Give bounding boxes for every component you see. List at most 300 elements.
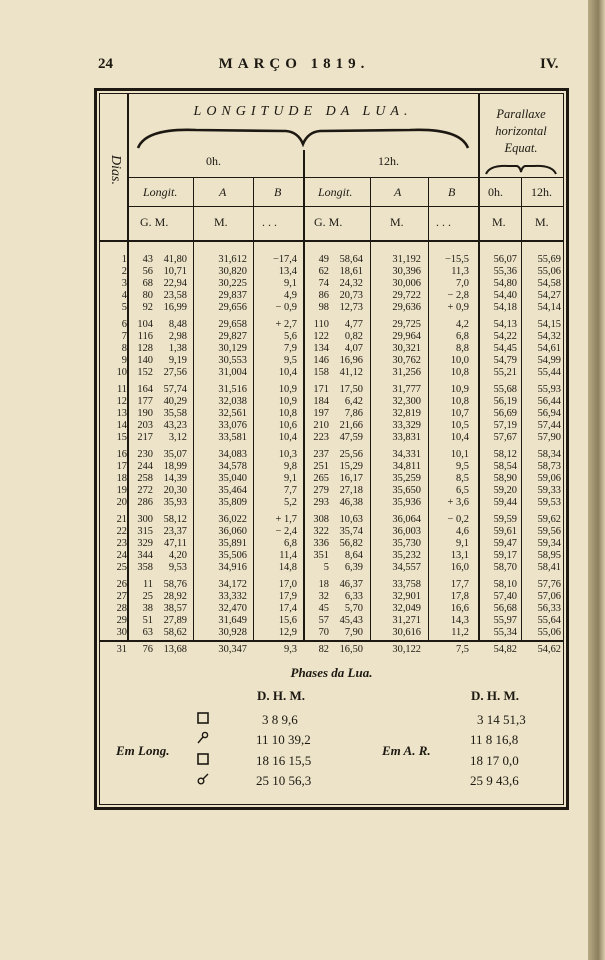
table-row: [99, 603, 564, 614]
cell-longit0-deg: 140: [137, 354, 153, 366]
cell-b12: 7,5: [456, 644, 469, 655]
cell-b0: 9,8: [284, 460, 297, 472]
cell-longit0-deg: 56: [142, 265, 153, 277]
cell-longit12-min: 20,73: [339, 289, 363, 301]
rule-under-subheaders: [129, 206, 564, 207]
phases-title: Phases da Lua.: [290, 665, 373, 680]
cell-day: 14: [116, 419, 127, 431]
cell-b0: 10,6: [278, 419, 297, 431]
parallaxe-line-1: Parallaxe: [496, 107, 546, 121]
cell-longit0-deg: 272: [137, 484, 153, 496]
cell-b0: 17,0: [278, 579, 297, 590]
cell-longit12-deg: 70: [318, 626, 329, 638]
phase-ar-4: 25 9 43,6: [470, 773, 519, 788]
cell-a0: 31,004: [218, 366, 247, 378]
cell-par0: 56,07: [493, 254, 517, 265]
cell-longit0-deg: 258: [137, 472, 153, 484]
cell-a12: 34,331: [392, 449, 421, 460]
cell-par12: 59,34: [537, 537, 561, 549]
cell-day: 20: [116, 496, 127, 508]
cell-day: 7: [121, 330, 127, 342]
cell-a12: 30,006: [392, 277, 421, 289]
cell-a12: 31,777: [392, 384, 421, 395]
phase-ar-2: 11 8 16,8: [470, 732, 519, 747]
cell-longit12-deg: 293: [313, 496, 329, 508]
subheader-a-12: A: [394, 185, 402, 199]
unit-m-a12: M.: [390, 215, 404, 229]
cell-par12: 54,99: [537, 354, 561, 366]
cell-a0: 35,040: [218, 472, 247, 484]
hours-12-label: 12h.: [378, 154, 399, 168]
cell-par12: 58,34: [537, 449, 561, 460]
first-quarter-icon: [196, 711, 210, 725]
page-title: MARÇO 1819.: [218, 56, 370, 72]
cell-a0: 35,464: [218, 484, 247, 496]
cell-a0: 36,060: [218, 525, 247, 537]
cell-longit12-deg: 62: [318, 265, 329, 277]
cell-day: 29: [116, 614, 127, 626]
cell-par12: 54,62: [537, 644, 561, 655]
cell-longit12-deg: 265: [313, 472, 329, 484]
cell-longit0-min: 9,19: [168, 354, 187, 366]
table-row: [99, 319, 564, 330]
cell-b0: 6,8: [284, 537, 297, 549]
cell-day: 10: [116, 366, 127, 378]
cell-b12: 10,5: [450, 419, 469, 431]
cell-day: 24: [116, 549, 127, 561]
phase-long-2: 11 10 39,2: [256, 732, 311, 747]
cell-par0: 54,80: [493, 277, 517, 289]
table-row: [99, 579, 564, 590]
cell-longit12-deg: 110: [313, 319, 329, 330]
cell-day: 5: [121, 301, 127, 313]
cell-longit12-deg: 210: [313, 419, 329, 431]
phase-long-3: 18 16 15,5: [256, 753, 312, 768]
cell-b12: 8,5: [456, 472, 469, 484]
cell-par0: 58,54: [493, 460, 517, 472]
table-row: [99, 355, 564, 366]
table-row: [99, 497, 564, 508]
phase-ar-1: 3 14 51,3: [477, 712, 526, 727]
table-row: [99, 290, 564, 301]
cell-longit0-min: 35,07: [163, 449, 187, 460]
cell-b0: 9,3: [284, 644, 297, 655]
cell-longit12-deg: 32: [318, 590, 329, 602]
cell-par0: 58,12: [493, 449, 517, 460]
unit-gm-0: G. M.: [140, 215, 169, 229]
cell-longit12-min: 21,66: [339, 419, 363, 431]
cell-par12: 55,69: [537, 254, 561, 265]
cell-b12: 6,5: [456, 484, 469, 496]
cell-longit0-deg: 190: [137, 407, 153, 419]
cell-b0: 10,3: [278, 449, 297, 460]
cell-a12: 32,819: [392, 407, 421, 419]
cell-a12: 33,758: [392, 579, 421, 590]
cell-longit12-deg: 223: [313, 431, 329, 443]
cell-par0: 57,40: [493, 590, 517, 602]
cell-longit12-deg: 322: [313, 525, 329, 537]
cell-par12: 55,44: [537, 366, 561, 378]
cell-longit0-deg: 217: [137, 431, 153, 443]
brace-ornament: [136, 124, 470, 152]
cell-a0: 34,172: [218, 579, 247, 590]
cell-par12: 56,33: [537, 602, 561, 614]
cell-b0: + 2,7: [275, 319, 297, 330]
cell-a0: 35,809: [218, 496, 247, 508]
parallaxe-line-3: Equat.: [504, 141, 538, 155]
table-row: [99, 331, 564, 342]
cell-a12: 29,722: [392, 289, 421, 301]
cell-longit0-min: 35,58: [163, 407, 187, 419]
cell-par12: 59,62: [537, 514, 561, 525]
subheader-a-0: A: [219, 185, 227, 199]
cell-a0: 30,553: [218, 354, 247, 366]
cell-par12: 55,06: [537, 265, 561, 277]
cell-a12: 36,003: [392, 525, 421, 537]
cell-b12: 6,8: [456, 330, 469, 342]
cell-par0: 57,19: [493, 419, 517, 431]
subheader-b-0: B: [274, 185, 282, 199]
cell-par12: 58,41: [537, 561, 561, 573]
cell-a0: 34,916: [218, 561, 247, 573]
cell-longit12-min: 16,96: [339, 354, 363, 366]
cell-b0: 10,4: [278, 431, 297, 443]
cell-par12: 54,58: [537, 277, 561, 289]
cell-b0: 12,9: [278, 626, 297, 638]
cell-longit0-deg: 286: [137, 496, 153, 508]
cell-par0: 59,17: [493, 549, 517, 561]
table-row: [99, 485, 564, 496]
cell-b0: 7,7: [284, 484, 297, 496]
cell-longit0-deg: 116: [137, 330, 153, 342]
cell-longit0-min: 13,68: [163, 644, 187, 655]
cell-b0: 9,1: [284, 277, 297, 289]
cell-longit0-deg: 244: [137, 460, 153, 472]
table-row: [99, 432, 564, 443]
cell-day: 4: [121, 289, 127, 301]
cell-longit0-deg: 68: [142, 277, 153, 289]
cell-b12: 10,0: [450, 354, 469, 366]
cell-longit12-deg: 279: [313, 484, 329, 496]
cell-par0: 54,79: [493, 354, 517, 366]
cell-longit0-deg: 344: [137, 549, 153, 561]
unit-m-a0: M.: [214, 215, 228, 229]
cell-longit12-min: 27,18: [339, 484, 363, 496]
unit-m-par0: M.: [492, 215, 506, 229]
cell-longit12-min: 6,39: [344, 561, 363, 573]
table-row: [99, 644, 564, 655]
cell-longit12-deg: 158: [313, 366, 329, 378]
cell-a12: 32,901: [392, 590, 421, 602]
cell-par12: 54,61: [537, 342, 561, 354]
cell-a12: 30,762: [392, 354, 421, 366]
phase-long-4: 25 10 56,3: [256, 773, 312, 788]
cell-a0: 34,578: [218, 460, 247, 472]
cell-longit0-min: 43,23: [163, 419, 187, 431]
cell-par0: 59,47: [493, 537, 517, 549]
cell-a0: 33,076: [218, 419, 247, 431]
cell-longit12-deg: 74: [318, 277, 329, 289]
cell-a0: 29,658: [218, 319, 247, 330]
cell-b12: + 3,6: [447, 496, 469, 508]
cell-b0: 17,9: [278, 590, 297, 602]
table-row: [99, 473, 564, 484]
cell-par12: 57,76: [537, 579, 561, 590]
cell-longit0-min: 20,30: [163, 484, 187, 496]
cell-longit12-min: 47,59: [339, 431, 363, 443]
cell-a12: 30,122: [392, 644, 421, 655]
cell-b12: + 0,9: [447, 301, 469, 313]
cell-longit0-deg: 329: [137, 537, 153, 549]
last-quarter-icon: [196, 752, 210, 766]
cell-a12: 31,271: [392, 614, 421, 626]
cell-par0: 58,70: [493, 561, 517, 573]
cell-a0: 34,083: [218, 449, 247, 460]
cell-par0: 58,90: [493, 472, 517, 484]
cell-b0: 14,8: [278, 561, 297, 573]
cell-a0: 33,332: [218, 590, 247, 602]
cell-longit0-deg: 152: [137, 366, 153, 378]
cell-longit12-deg: 197: [313, 407, 329, 419]
cell-b12: 9,1: [456, 537, 469, 549]
cell-par0: 55,21: [493, 366, 517, 378]
cell-a12: 35,232: [392, 549, 421, 561]
full-moon-icon: [196, 731, 210, 745]
cell-longit12-min: 45,43: [339, 614, 363, 626]
cell-longit0-deg: 25: [142, 590, 153, 602]
cell-a0: 30,129: [218, 342, 247, 354]
cell-longit0-deg: 76: [142, 644, 153, 655]
cell-par12: 59,53: [537, 496, 561, 508]
table-row: [99, 526, 564, 537]
cell-longit12-min: 12,73: [339, 301, 363, 313]
cell-longit0-min: 58,62: [163, 626, 187, 638]
dias-label: Dias.: [108, 155, 123, 185]
subheader-par-12: 12h.: [531, 185, 552, 199]
cell-longit0-min: 4,20: [168, 549, 187, 561]
cell-longit0-min: 18,99: [163, 460, 187, 472]
cell-par12: 58,95: [537, 549, 561, 561]
cell-a12: 30,321: [392, 342, 421, 354]
cell-par12: 59,06: [537, 472, 561, 484]
cell-a12: 30,616: [392, 626, 421, 638]
cell-a12: 33,329: [392, 419, 421, 431]
table-row: [99, 591, 564, 602]
cell-longit12-min: 25,56: [339, 449, 363, 460]
cell-longit12-min: 17,50: [339, 384, 363, 395]
cell-b12: 4,2: [456, 319, 469, 330]
cell-longit12-min: 56,82: [339, 537, 363, 549]
cell-longit12-deg: 82: [318, 644, 329, 655]
cell-longit0-min: 27,89: [163, 614, 187, 626]
table-row: [99, 514, 564, 525]
cell-b0: 10,9: [278, 395, 297, 407]
cell-a0: 31,612: [218, 254, 247, 265]
table-row: [99, 461, 564, 472]
cell-longit0-deg: 63: [142, 626, 153, 638]
cell-longit12-min: 41,12: [339, 366, 363, 378]
cell-day: 28: [116, 602, 127, 614]
cell-longit12-deg: 251: [313, 460, 329, 472]
cell-par0: 55,34: [493, 626, 517, 638]
cell-b12: 11,2: [451, 626, 469, 638]
subheader-b-12: B: [448, 185, 456, 199]
cell-b0: 10,9: [278, 384, 297, 395]
cell-a12: 32,300: [392, 395, 421, 407]
cell-b12: 9,5: [456, 460, 469, 472]
table-row: [99, 538, 564, 549]
cell-longit12-min: 4,07: [344, 342, 363, 354]
cell-par12: 55,06: [537, 626, 561, 638]
cell-longit0-min: 47,11: [164, 537, 187, 549]
table-row: [99, 396, 564, 407]
cell-longit0-min: 14,39: [163, 472, 187, 484]
new-moon-icon: [196, 772, 210, 786]
cell-longit12-deg: 18: [318, 579, 329, 590]
table-row: [99, 449, 564, 460]
cell-b12: −15,5: [444, 254, 469, 265]
cell-b12: 10,9: [450, 384, 469, 395]
cell-day: 3: [121, 277, 127, 289]
table-row: [99, 384, 564, 395]
cell-b0: 4,9: [284, 289, 297, 301]
cell-longit12-deg: 57: [318, 614, 329, 626]
cell-longit0-deg: 11: [142, 579, 153, 590]
table-row: [99, 343, 564, 354]
cell-day: 30: [116, 626, 127, 638]
cell-longit0-min: 38,57: [163, 602, 187, 614]
cell-a0: 29,827: [218, 330, 247, 342]
cell-b12: 11,3: [451, 265, 469, 277]
cell-a0: 32,470: [218, 602, 247, 614]
cell-par12: 57,06: [537, 590, 561, 602]
cell-a0: 36,022: [218, 514, 247, 525]
cell-longit12-min: 5,70: [344, 602, 363, 614]
rule-under-hours: [129, 177, 564, 178]
cell-par12: 54,14: [537, 301, 561, 313]
cell-longit0-min: 22,94: [163, 277, 187, 289]
cell-longit12-min: 15,29: [339, 460, 363, 472]
cell-a0: 33,581: [218, 431, 247, 443]
cell-longit0-min: 35,93: [163, 496, 187, 508]
cell-a12: 29,964: [392, 330, 421, 342]
cell-b12: 16,6: [450, 602, 469, 614]
table-row: [99, 420, 564, 431]
cell-day: 16: [116, 449, 127, 460]
cell-b0: + 1,7: [275, 514, 297, 525]
cell-day: 13: [116, 407, 127, 419]
cell-b12: 17,7: [450, 579, 469, 590]
cell-b0: − 0,9: [275, 301, 297, 313]
cell-longit0-deg: 177: [137, 395, 153, 407]
cell-longit0-min: 16,99: [163, 301, 187, 313]
cell-day: 19: [116, 484, 127, 496]
cell-b12: − 2,8: [447, 289, 469, 301]
cell-a12: 35,730: [392, 537, 421, 549]
cell-a12: 30,396: [392, 265, 421, 277]
cell-b0: 15,6: [278, 614, 297, 626]
cell-longit0-deg: 358: [137, 561, 153, 573]
cell-longit12-min: 8,64: [344, 549, 363, 561]
cell-b0: − 2,4: [275, 525, 297, 537]
cell-a0: 35,506: [218, 549, 247, 561]
cell-longit12-min: 16,50: [339, 644, 363, 655]
cell-par12: 55,93: [537, 384, 561, 395]
parallaxe-header: [480, 106, 562, 157]
page-number: 24: [98, 56, 113, 72]
cell-a0: 29,837: [218, 289, 247, 301]
cell-a0: 35,891: [218, 537, 247, 549]
cell-par12: 57,44: [537, 419, 561, 431]
unit-dots-b12: . . .: [436, 215, 451, 229]
cell-longit0-min: 58,12: [163, 514, 187, 525]
cell-b0: 13,4: [278, 265, 297, 277]
cell-longit12-min: 58,64: [339, 254, 363, 265]
table-row: [99, 266, 564, 277]
cell-par12: 58,73: [537, 460, 561, 472]
cell-b12: 16,0: [450, 561, 469, 573]
cell-day: 18: [116, 472, 127, 484]
cell-day: 17: [116, 460, 127, 472]
hours-0-label: 0h.: [206, 154, 221, 168]
cell-day: 6: [121, 319, 127, 330]
subheader-longit-0: Longit.: [143, 185, 178, 199]
cell-par12: 55,64: [537, 614, 561, 626]
cell-day: 1: [121, 254, 127, 265]
cell-day: 15: [116, 431, 127, 443]
cell-longit0-deg: 230: [137, 449, 153, 460]
cell-longit12-deg: 237: [313, 449, 329, 460]
cell-longit12-min: 4,77: [344, 319, 363, 330]
table-row: [99, 627, 564, 638]
cell-longit12-min: 16,17: [339, 472, 363, 484]
cell-par0: 56,68: [493, 602, 517, 614]
cell-a12: 31,256: [392, 366, 421, 378]
cell-par0: 57,67: [493, 431, 517, 443]
cell-longit0-deg: 315: [137, 525, 153, 537]
cell-longit0-min: 58,76: [163, 579, 187, 590]
cell-longit0-deg: 104: [137, 319, 153, 330]
cell-b0: 11,4: [279, 549, 297, 561]
cell-a12: 31,192: [392, 254, 421, 265]
cell-longit0-min: 3,12: [168, 431, 187, 443]
cell-a12: 33,831: [392, 431, 421, 443]
cell-longit0-min: 23,58: [163, 289, 187, 301]
cell-a0: 30,820: [218, 265, 247, 277]
cell-day: 11: [116, 384, 127, 395]
cell-longit12-min: 46,38: [339, 496, 363, 508]
cell-par12: 59,33: [537, 484, 561, 496]
cell-par0: 58,10: [493, 579, 517, 590]
cell-longit12-deg: 308: [313, 514, 329, 525]
cell-longit0-min: 28,92: [163, 590, 187, 602]
unit-dots-b0: . . .: [262, 215, 277, 229]
cell-par0: 59,59: [493, 514, 517, 525]
cell-par12: 56,44: [537, 395, 561, 407]
cell-longit0-deg: 164: [137, 384, 153, 395]
section-number: IV.: [540, 56, 559, 72]
cell-a12: 29,725: [392, 319, 421, 330]
cell-b0: 17,4: [278, 602, 297, 614]
cell-day: 25: [116, 561, 127, 573]
cell-longit12-min: 7,86: [344, 407, 363, 419]
cell-par0: 54,18: [493, 301, 517, 313]
cell-day: 2: [121, 265, 127, 277]
cell-b12: 10,8: [450, 395, 469, 407]
em-ar-label: Em A. R.: [382, 743, 431, 758]
cell-b0: 10,8: [278, 407, 297, 419]
rule-body-bottom: [99, 640, 564, 642]
